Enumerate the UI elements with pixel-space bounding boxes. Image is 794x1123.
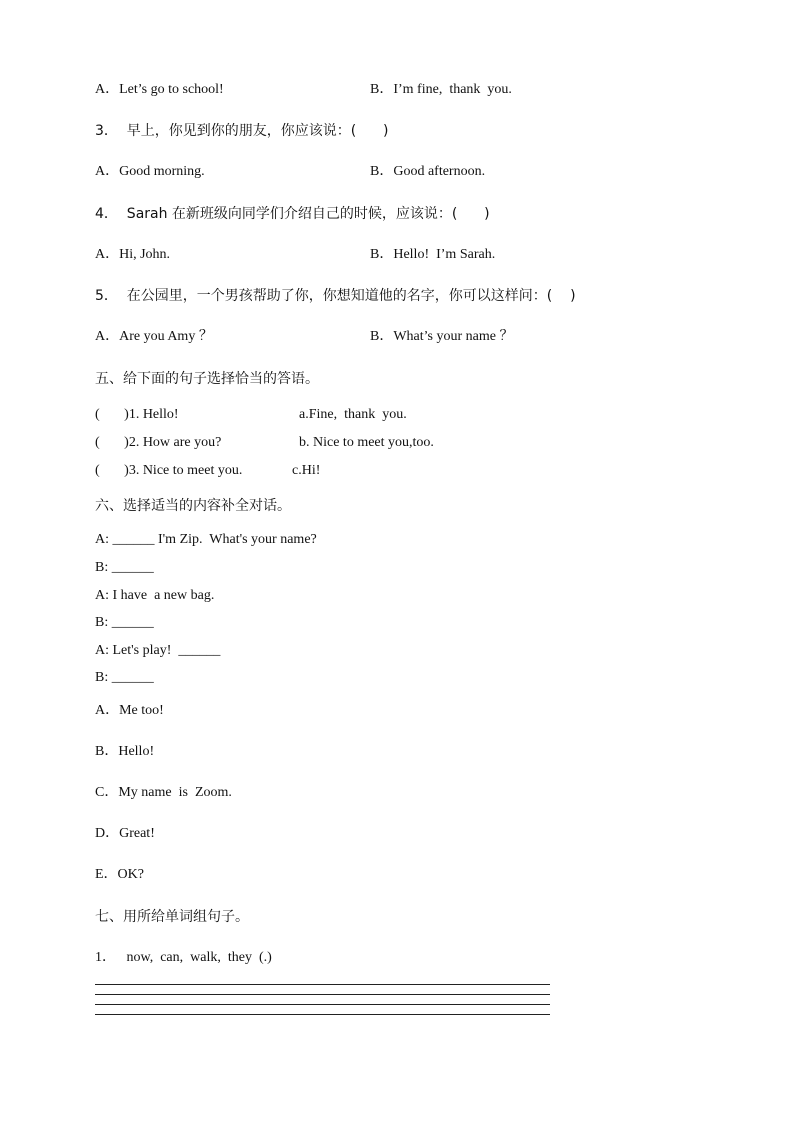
q4-question: 4． Sarah 在新班级向同学们介绍自己的时候，应该说：( ) <box>95 206 490 222</box>
answer-line-2 <box>95 994 550 995</box>
section5-title: 五、给下面的句子选择恰当的答语。 <box>95 371 319 387</box>
match-row-2-prompt: ( )2. How are you? <box>95 435 222 450</box>
answer-line-3 <box>95 1004 550 1005</box>
option-b: B．Hello! <box>95 744 155 759</box>
q5-question: 5． 在公园里，一个男孩帮助了你，你想知道他的名字，你可以这样问：( ) <box>95 288 576 304</box>
match-row-1-prompt: ( )1. Hello! <box>95 407 179 422</box>
q3-question: 3． 早上，你见到你的朋友，你应该说：( ) <box>95 123 389 139</box>
match-row-1-answer: a.Fine, thank you. <box>299 407 407 422</box>
dialogue-line-4: B: ______ <box>95 615 154 630</box>
match-row-3-prompt: ( )3. Nice to meet you. <box>95 463 243 478</box>
q2-option-b: B．I’m fine, thank you. <box>370 82 512 97</box>
option-e: E．OK? <box>95 867 144 882</box>
dialogue-line-3: A: I have a new bag. <box>95 588 215 603</box>
answer-line-1 <box>95 984 550 985</box>
q5-option-a: A．Are you Amy ？ <box>95 329 213 344</box>
q3-option-a: A．Good morning. <box>95 164 205 179</box>
q3-option-b: B．Good afternoon. <box>370 164 486 179</box>
section6-title: 六、选择适当的内容补全对话。 <box>95 498 291 514</box>
answer-line-4 <box>95 1014 550 1015</box>
match-row-3-answer: c.Hi! <box>292 463 321 478</box>
dialogue-line-1: A: ______ I'm Zip. What's your name? <box>95 532 317 547</box>
dialogue-line-5: A: Let's play! ______ <box>95 643 221 658</box>
match-row-2-answer: b. Nice to meet you,too. <box>299 435 434 450</box>
option-c: C．My name is Zoom. <box>95 785 232 800</box>
q4-option-a: A．Hi, John. <box>95 247 171 262</box>
section7-question-1: 1． now, can, walk, they (.) <box>95 950 272 965</box>
dialogue-line-2: B: ______ <box>95 560 154 575</box>
q4-option-b: B．Hello! I’m Sarah. <box>370 247 496 262</box>
option-d: D．Great! <box>95 826 155 841</box>
option-a: A．Me too! <box>95 703 164 718</box>
q5-option-b: B．What’s your name ？ <box>370 329 514 344</box>
section7-title: 七、用所给单词组句子。 <box>95 909 249 925</box>
dialogue-line-6: B: ______ <box>95 670 154 685</box>
q2-option-a: A．Let’s go to school! <box>95 82 224 97</box>
